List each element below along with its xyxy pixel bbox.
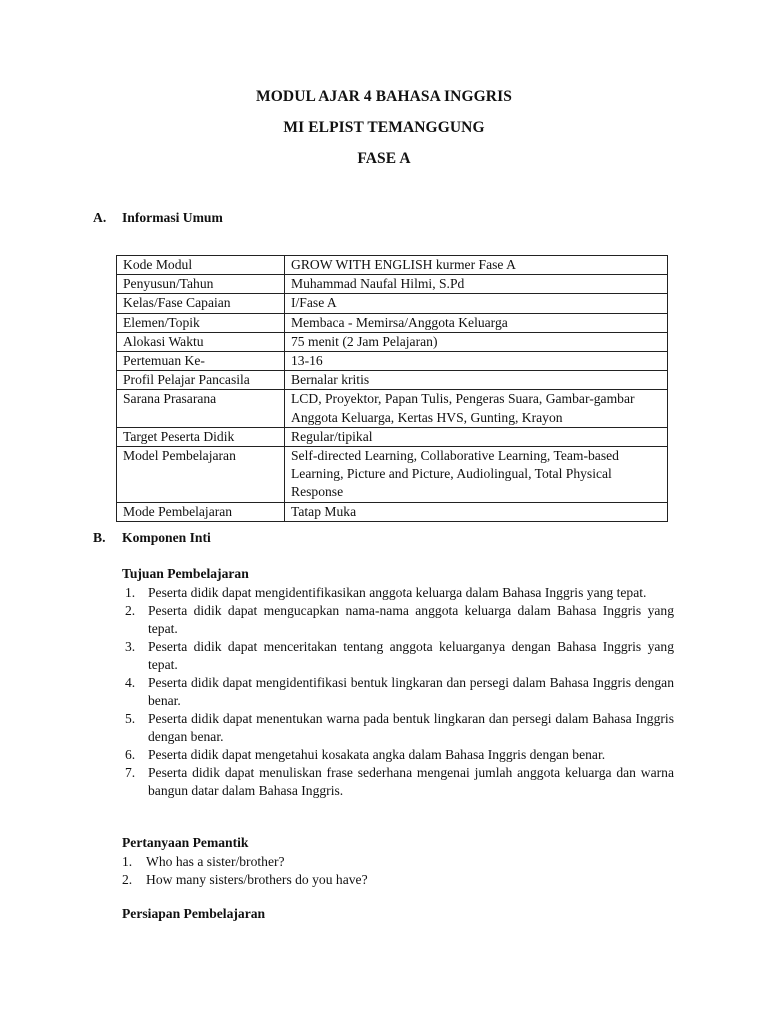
list-item (122, 746, 674, 764)
row-value: Tatap Muka (285, 502, 668, 521)
row-value: Self-directed Learning, Collaborative Learning, Team-based Learning, Picture and Picture, Audiolingual, Total Physical Response (285, 447, 668, 503)
row-key: Model Pembelajaran (117, 447, 285, 503)
preparation-heading: Persiapan Pembelajaran (122, 906, 266, 921)
list-item (122, 871, 368, 889)
section-a-title: Informasi Umum (122, 210, 223, 225)
item-number: 7. (125, 765, 136, 780)
item-text: Peserta didik dapat mengidentifikasi bentuk lingkaran dan persegi dalam Bahasa Inggris dengan benar. (148, 675, 674, 708)
table-row (117, 502, 668, 521)
row-value: 75 menit (2 Jam Pelajaran) (285, 332, 668, 351)
trigger-questions-heading: Pertanyaan Pemantik (122, 835, 249, 850)
row-value: I/Fase A (285, 294, 668, 313)
item-number: 4. (125, 675, 136, 690)
item-text: How many sisters/brothers do you have? (146, 872, 368, 887)
row-value: Bernalar kritis (285, 371, 668, 390)
list-item (122, 674, 674, 710)
school-name: MI ELPIST TEMANGGUNG (283, 119, 485, 136)
item-number: 2. (122, 872, 133, 887)
row-value: Muhammad Naufal Hilmi, S.Pd (285, 275, 668, 294)
list-item (122, 853, 368, 871)
row-value: GROW WITH ENGLISH kurmer Fase A (285, 256, 668, 275)
document-title: MODUL AJAR 4 BAHASA INGGRIS (256, 88, 512, 105)
item-number: 1. (122, 854, 133, 869)
general-info-table (116, 255, 668, 522)
list-item (122, 602, 674, 638)
item-text: Peserta didik dapat mengidentifikasikan anggota keluarga dalam Bahasa Inggris yang tepat. (148, 585, 647, 600)
table-row (117, 313, 668, 332)
item-number: 1. (125, 585, 136, 600)
row-value: 13-16 (285, 352, 668, 371)
row-key: Pertemuan Ke- (117, 352, 285, 371)
row-value: Regular/tipikal (285, 427, 668, 446)
section-b-heading (93, 530, 211, 546)
section-b-title: Komponen Inti (122, 530, 211, 545)
item-number: 2. (125, 603, 136, 618)
table-row (117, 390, 668, 427)
section-a-letter: A. (93, 210, 107, 225)
phase-title: FASE A (357, 150, 411, 167)
row-key: Mode Pembelajaran (117, 502, 285, 521)
row-key: Sarana Prasarana (117, 390, 285, 427)
table-row (117, 256, 668, 275)
row-key: Profil Pelajar Pancasila (117, 371, 285, 390)
item-number: 3. (125, 639, 136, 654)
table-row (117, 294, 668, 313)
item-text: Peserta didik dapat mengucapkan nama-nama anggota keluarga dalam Bahasa Inggris yang tepat. (148, 603, 674, 636)
table-row (117, 275, 668, 294)
table-row (117, 371, 668, 390)
table-row (117, 352, 668, 371)
list-item (122, 638, 674, 674)
trigger-questions-list (122, 853, 368, 889)
list-item (122, 584, 674, 602)
item-text: Peserta didik dapat menentukan warna pada bentuk lingkaran dan persegi dalam Bahasa Inggris dengan benar. (148, 711, 674, 744)
section-a-heading (93, 210, 223, 226)
row-value: Membaca - Memirsa/Anggota Keluarga (285, 313, 668, 332)
table-row (117, 447, 668, 503)
list-item (122, 764, 674, 800)
item-text: Who has a sister/brother? (146, 854, 285, 869)
row-key: Kode Modul (117, 256, 285, 275)
item-text: Peserta didik dapat menuliskan frase sederhana mengenai jumlah anggota keluarga dan warna bangun datar dalam Bahasa Inggris. (148, 765, 674, 798)
row-value: LCD, Proyektor, Papan Tulis, Pengeras Suara, Gambar-gambar Anggota Keluarga, Kertas HVS, Gunting, Krayon (285, 390, 668, 427)
row-key: Elemen/Topik (117, 313, 285, 332)
item-number: 6. (125, 747, 136, 762)
item-number: 5. (125, 711, 136, 726)
section-b-letter: B. (93, 530, 106, 545)
table-row (117, 332, 668, 351)
row-key: Penyusun/Tahun (117, 275, 285, 294)
list-item (122, 710, 674, 746)
table-row (117, 427, 668, 446)
row-key: Alokasi Waktu (117, 332, 285, 351)
learning-objectives-list (122, 584, 674, 800)
row-key: Target Peserta Didik (117, 427, 285, 446)
item-text: Peserta didik dapat menceritakan tentang anggota keluarganya dengan Bahasa Inggris yang tepat. (148, 639, 674, 672)
learning-objectives-heading: Tujuan Pembelajaran (122, 566, 249, 581)
row-key: Kelas/Fase Capaian (117, 294, 285, 313)
item-text: Peserta didik dapat mengetahui kosakata angka dalam Bahasa Inggris dengan benar. (148, 747, 606, 762)
